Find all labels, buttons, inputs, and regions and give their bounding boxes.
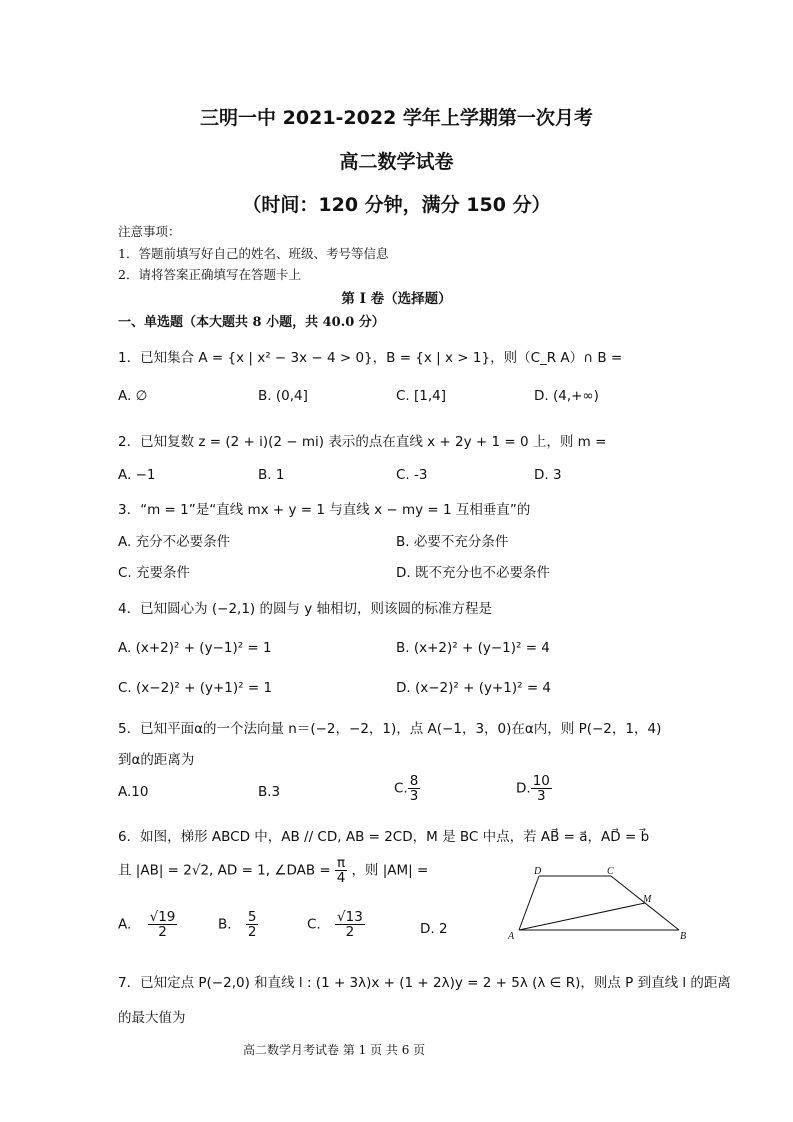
q6-question-text: ，则 |AM| = — [351, 862, 429, 879]
q3-option-d: D. 既不充分也不必要条件 — [396, 565, 550, 581]
fraction-denominator: 3 — [536, 788, 546, 805]
q6-option-b-fraction — [246, 910, 259, 939]
fraction-numerator: 8 — [409, 773, 419, 789]
q6-option-d: D. 2 — [420, 921, 448, 937]
q6-option-b — [218, 910, 258, 939]
question-7-stem-line2: 的最大值为 — [118, 1010, 186, 1026]
question-6-stem-line2 — [118, 856, 428, 885]
fraction-denominator: 2 — [247, 924, 257, 941]
notice-heading: 注意事项： — [118, 224, 181, 239]
q1-option-d: D. (4,+∞) — [534, 388, 599, 404]
option-label: A. — [118, 916, 132, 933]
q6-condition-text: 且 |AB| = 2√2, AD = 1, ∠DAB = — [118, 862, 331, 879]
q5-option-c — [394, 774, 420, 803]
section-title: 一、单选题（本大题共 8 小题，共 40.0 分） — [118, 315, 385, 330]
q2-option-d: D. 3 — [534, 467, 562, 483]
q5-option-c-fraction — [408, 774, 421, 803]
option-label: C. — [307, 916, 321, 933]
q5-option-a: A.10 — [118, 784, 149, 800]
q6-option-a-fraction — [148, 910, 178, 939]
option-label: B. — [218, 916, 232, 933]
question-5-stem-line2: 到α的距离为 — [118, 752, 195, 768]
fraction-numerator: √13 — [337, 909, 363, 925]
fraction-denominator: 2 — [158, 924, 167, 941]
label-c: C — [607, 866, 614, 877]
q5-option-d-label: D. — [516, 780, 531, 797]
q2-option-c: C. -3 — [396, 467, 428, 483]
q4-option-b: B. (x+2)² + (y−1)² = 4 — [396, 640, 550, 656]
question-2-stem: 2．已知复数 z = (2 + i)(2 − mi) 表示的点在直线 x + 2y + 1 = 0 上，则 m = — [118, 434, 607, 450]
question-6-stem-line1: 6．如图，梯形 ABCD 中，AB // CD, AB = 2CD，M 是 BC 中点，若 AB⃗ = a⃗，AD⃗ = b⃗ — [118, 829, 650, 845]
question-1-stem: 1．已知集合 A = {x | x² − 3x − 4 > 0}，B = {x | x > 1}，则（C_R A）∩ B = — [118, 350, 623, 366]
question-3-stem: 3．“m = 1”是“直线 mx + y = 1 与直线 x − my = 1 互相垂直”的 — [118, 502, 531, 518]
exam-title: 三明一中 2021-2022 学年上学期第一次月考 — [200, 107, 593, 129]
exam-subtitle: 高二数学试卷 — [339, 151, 454, 173]
fraction-numerator: 5 — [247, 909, 257, 925]
fraction-numerator: √19 — [149, 909, 176, 925]
q6-option-c — [307, 910, 365, 939]
label-m: M — [643, 894, 652, 905]
q4-option-d: D. (x−2)² + (y+1)² = 4 — [396, 680, 552, 696]
trapezoid-figure — [505, 862, 695, 944]
q3-option-b: B. 必要不充分条件 — [396, 534, 509, 550]
fraction-numerator: π — [337, 855, 346, 871]
q3-option-c: C. 充要条件 — [118, 565, 191, 581]
q1-option-c: C. [1,4] — [396, 388, 447, 404]
label-a: A — [508, 931, 515, 942]
edge-ad — [519, 876, 539, 930]
notice-item-1: 1．答题前填写好自己的姓名、班级、考号等信息 — [118, 246, 389, 261]
q3-option-a: A. 充分不必要条件 — [118, 534, 231, 550]
fraction-denominator: 4 — [336, 870, 346, 887]
question-7-stem-line1: 7．已知定点 P(−2,0) 和直线 l : (1 + 3λ)x + (1 + 2λ)y = 2 + 5λ (λ ∈ R)，则点 P 到直线 l 的距离 — [118, 975, 731, 991]
q5-option-d-fraction — [531, 774, 552, 803]
notice-item-2: 2．请将答案正确填写在答题卡上 — [118, 267, 301, 282]
question-4-stem: 4．已知圆心为 (−2,1) 的圆与 y 轴相切，则该圆的标准方程是 — [118, 601, 493, 617]
exam-time-info: （时间：120 分钟，满分 150 分） — [242, 194, 551, 216]
q4-option-c: C. (x−2)² + (y+1)² = 1 — [118, 680, 273, 696]
fraction-denominator: 3 — [409, 788, 419, 805]
part-title: 第 I 卷（选择题） — [341, 291, 452, 307]
fraction-numerator: 10 — [532, 773, 550, 789]
label-b: B — [680, 931, 687, 942]
q6-angle-fraction — [335, 856, 347, 885]
q1-option-b: B. (0,4] — [258, 388, 308, 404]
q1-option-a: A. ∅ — [118, 388, 148, 404]
q6-option-a — [118, 910, 177, 939]
fraction-denominator: 2 — [345, 924, 355, 941]
q5-option-c-label: C. — [394, 780, 408, 797]
segment-am — [519, 903, 645, 930]
label-d: D — [534, 866, 542, 877]
q5-option-d — [516, 774, 552, 803]
q4-option-a: A. (x+2)² + (y−1)² = 1 — [118, 640, 272, 656]
q2-option-a: A. −1 — [118, 467, 156, 483]
q5-option-b: B.3 — [258, 784, 281, 800]
q2-option-b: B. 1 — [258, 467, 285, 483]
q6-option-c-fraction — [335, 910, 365, 939]
page-footer: 高二数学月考试卷 第 1 页 共 6 页 — [243, 1043, 426, 1057]
question-5-stem-line1: 5．已知平面α的一个法向量 n＝(−2，−2，1)，点 A(−1，3，0)在α内，则 P(−2，1，4) — [118, 721, 662, 737]
